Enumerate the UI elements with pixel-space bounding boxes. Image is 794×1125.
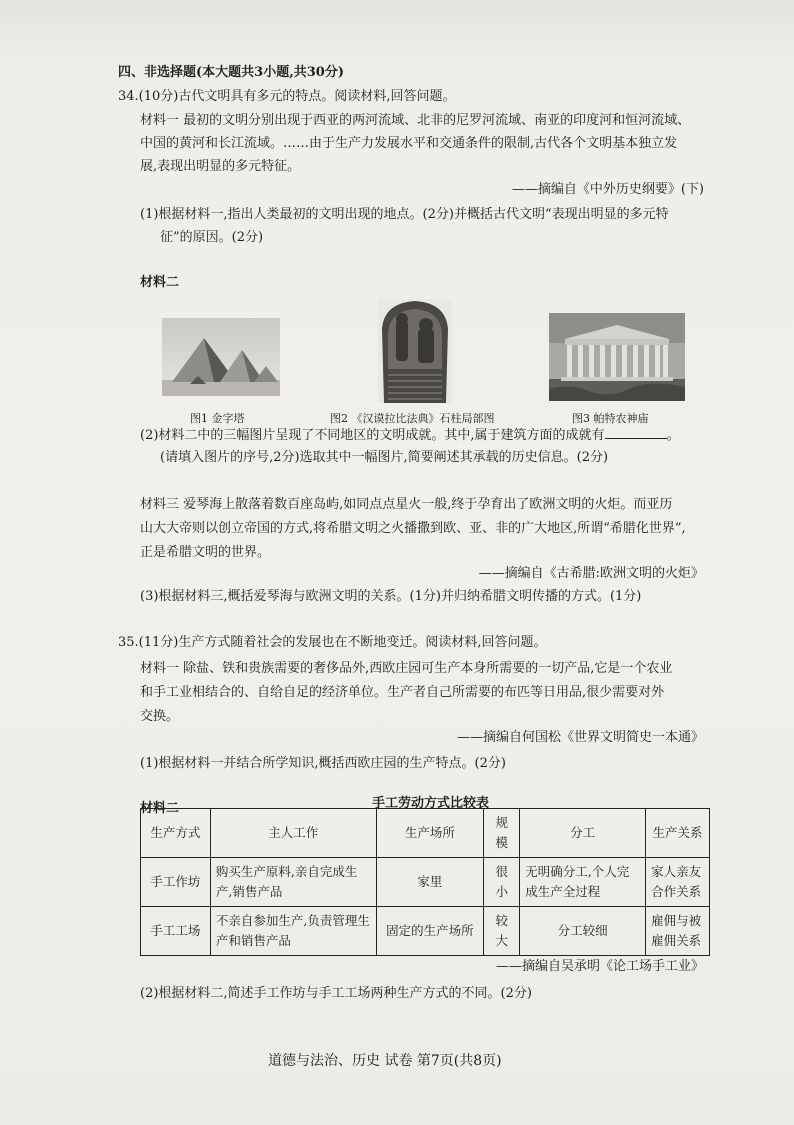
section-header: 四、非选择题(本大题共3小题,共30分) <box>118 65 344 80</box>
q35-question2: (2)根据材料二,简述手工作坊与手工工场两种生产方式的不同。(2分) <box>140 986 532 1001</box>
q34-question1-line1: (1)根据材料一,指出人类最初的文明出现的地点。(2分)并概括古代文明“表现出明显的多元特 <box>140 207 669 222</box>
header-cell: 分工 <box>520 809 646 858</box>
pyramid-image <box>162 318 280 396</box>
comparison-table <box>140 808 710 956</box>
parthenon-image <box>549 313 685 401</box>
table-cell: 不亲自参加生产,负责管理生产和销售产品 <box>210 907 376 956</box>
q34-material3-source: ——摘编自《古希腊:欧洲文明的火炬》 <box>478 566 704 581</box>
table-title: 手工劳动方式比较表 <box>372 796 490 811</box>
header-cell: 规模 <box>484 809 520 858</box>
q35-material1-line1: 材料一 除盐、铁和贵族需要的奢侈品外,西欧庄园可生产本身所需要的一切产品,它是一个农业 <box>140 661 673 676</box>
figure3-caption: 图3 帕特农神庙 <box>572 412 649 425</box>
q34-material1-line2: 中国的黄河和长江流域。……由于生产力发展水平和交通条件的限制,古代各个文明基本独立发 <box>140 136 678 151</box>
q34-question2-line1: (2)材料二中的三幅图片呈现了不同地区的文明成就。其中,属于建筑方面的成就有 。 <box>140 428 680 443</box>
table-cell: 较大 <box>484 907 520 956</box>
table-cell: 家里 <box>376 858 484 907</box>
q34-material3-line1: 材料三 爱琴海上散落着数百座岛屿,如同点点星火一般,终于孕育出了欧洲文明的火炬。而亚历 <box>140 497 673 512</box>
q34-material3-line3: 正是希腊文明的世界。 <box>140 545 271 560</box>
q34-material1-line1: 材料一 最初的文明分别出现于西亚的两河流域、北非的尼罗河流域、南亚的印度河和恒河流域、 <box>140 113 691 128</box>
table-cell: 固定的生产场所 <box>376 907 484 956</box>
answer-blank[interactable] <box>605 426 667 439</box>
header-cell: 主人工作 <box>210 809 376 858</box>
table-cell: 分工较细 <box>520 907 646 956</box>
q35-material2-label: 材料二 <box>140 801 180 816</box>
table-cell: 购买生产原料,亲自完成生产,销售产品 <box>210 858 376 907</box>
table-source: ——摘编自吴承明《论工场手工业》 <box>495 959 704 974</box>
table-row <box>141 858 710 907</box>
q34-material3-line2: 山大大帝则以创立帝国的方式,将希腊文明之火播撒到欧、亚、非的广大地区,所谓“希腊化世界”, <box>140 521 686 536</box>
q34-material1-source: ——摘编自《中外历史纲要》(下) <box>511 182 704 197</box>
header-cell: 生产方式 <box>141 809 211 858</box>
header-cell: 生产关系 <box>646 809 710 858</box>
table-row <box>141 907 710 956</box>
figure2-caption: 图2 《汉谟拉比法典》石柱局部图 <box>330 412 495 425</box>
table-header-row <box>141 809 710 858</box>
q35-material1-source: ——摘编自何国松《世界文明简史一本通》 <box>456 730 704 745</box>
q35-material1-line3: 交换。 <box>140 709 180 724</box>
q34-question2-line2: (请填入图片的序号,2分)选取其中一幅图片,简要阐述其承载的历史信息。(2分) <box>160 450 609 465</box>
table-cell: 无明确分工,个人完成生产全过程 <box>520 858 646 907</box>
q34-material2-label: 材料二 <box>140 275 180 290</box>
q35-material1-line2: 和手工业相结合的、自给自足的经济单位。生产者自己所需要的布匹等日用品,很少需要对外 <box>140 685 665 700</box>
q34-stem: 34.(10分)古代文明具有多元的特点。阅读材料,回答问题。 <box>118 89 456 104</box>
header-cell: 生产场所 <box>376 809 484 858</box>
q34-question3: (3)根据材料三,概括爱琴海与欧洲文明的关系。(1分)并归纳希腊文明传播的方式。(1分) <box>140 589 642 604</box>
hammurabi-stele-image <box>378 299 452 403</box>
table-cell: 雇佣与被雇佣关系 <box>646 907 710 956</box>
table-cell: 很小 <box>484 858 520 907</box>
q34-question1-line2: 征”的原因。(2分) <box>160 230 264 245</box>
page-footer: 道德与法治、历史 试卷 第7页(共8页) <box>268 1053 502 1069</box>
q35-question1: (1)根据材料一并结合所学知识,概括西欧庄园的生产特点。(2分) <box>140 756 506 771</box>
figure1-caption: 图1 金字塔 <box>190 412 245 425</box>
q34-material1-line3: 展,表现出明显的多元特征。 <box>140 159 301 174</box>
table-cell: 手工作坊 <box>141 858 211 907</box>
table-cell: 手工工场 <box>141 907 211 956</box>
q35-stem: 35.(11分)生产方式随着社会的发展也在不断地变迁。阅读材料,回答问题。 <box>118 635 547 650</box>
table-cell: 家人亲友合作关系 <box>646 858 710 907</box>
